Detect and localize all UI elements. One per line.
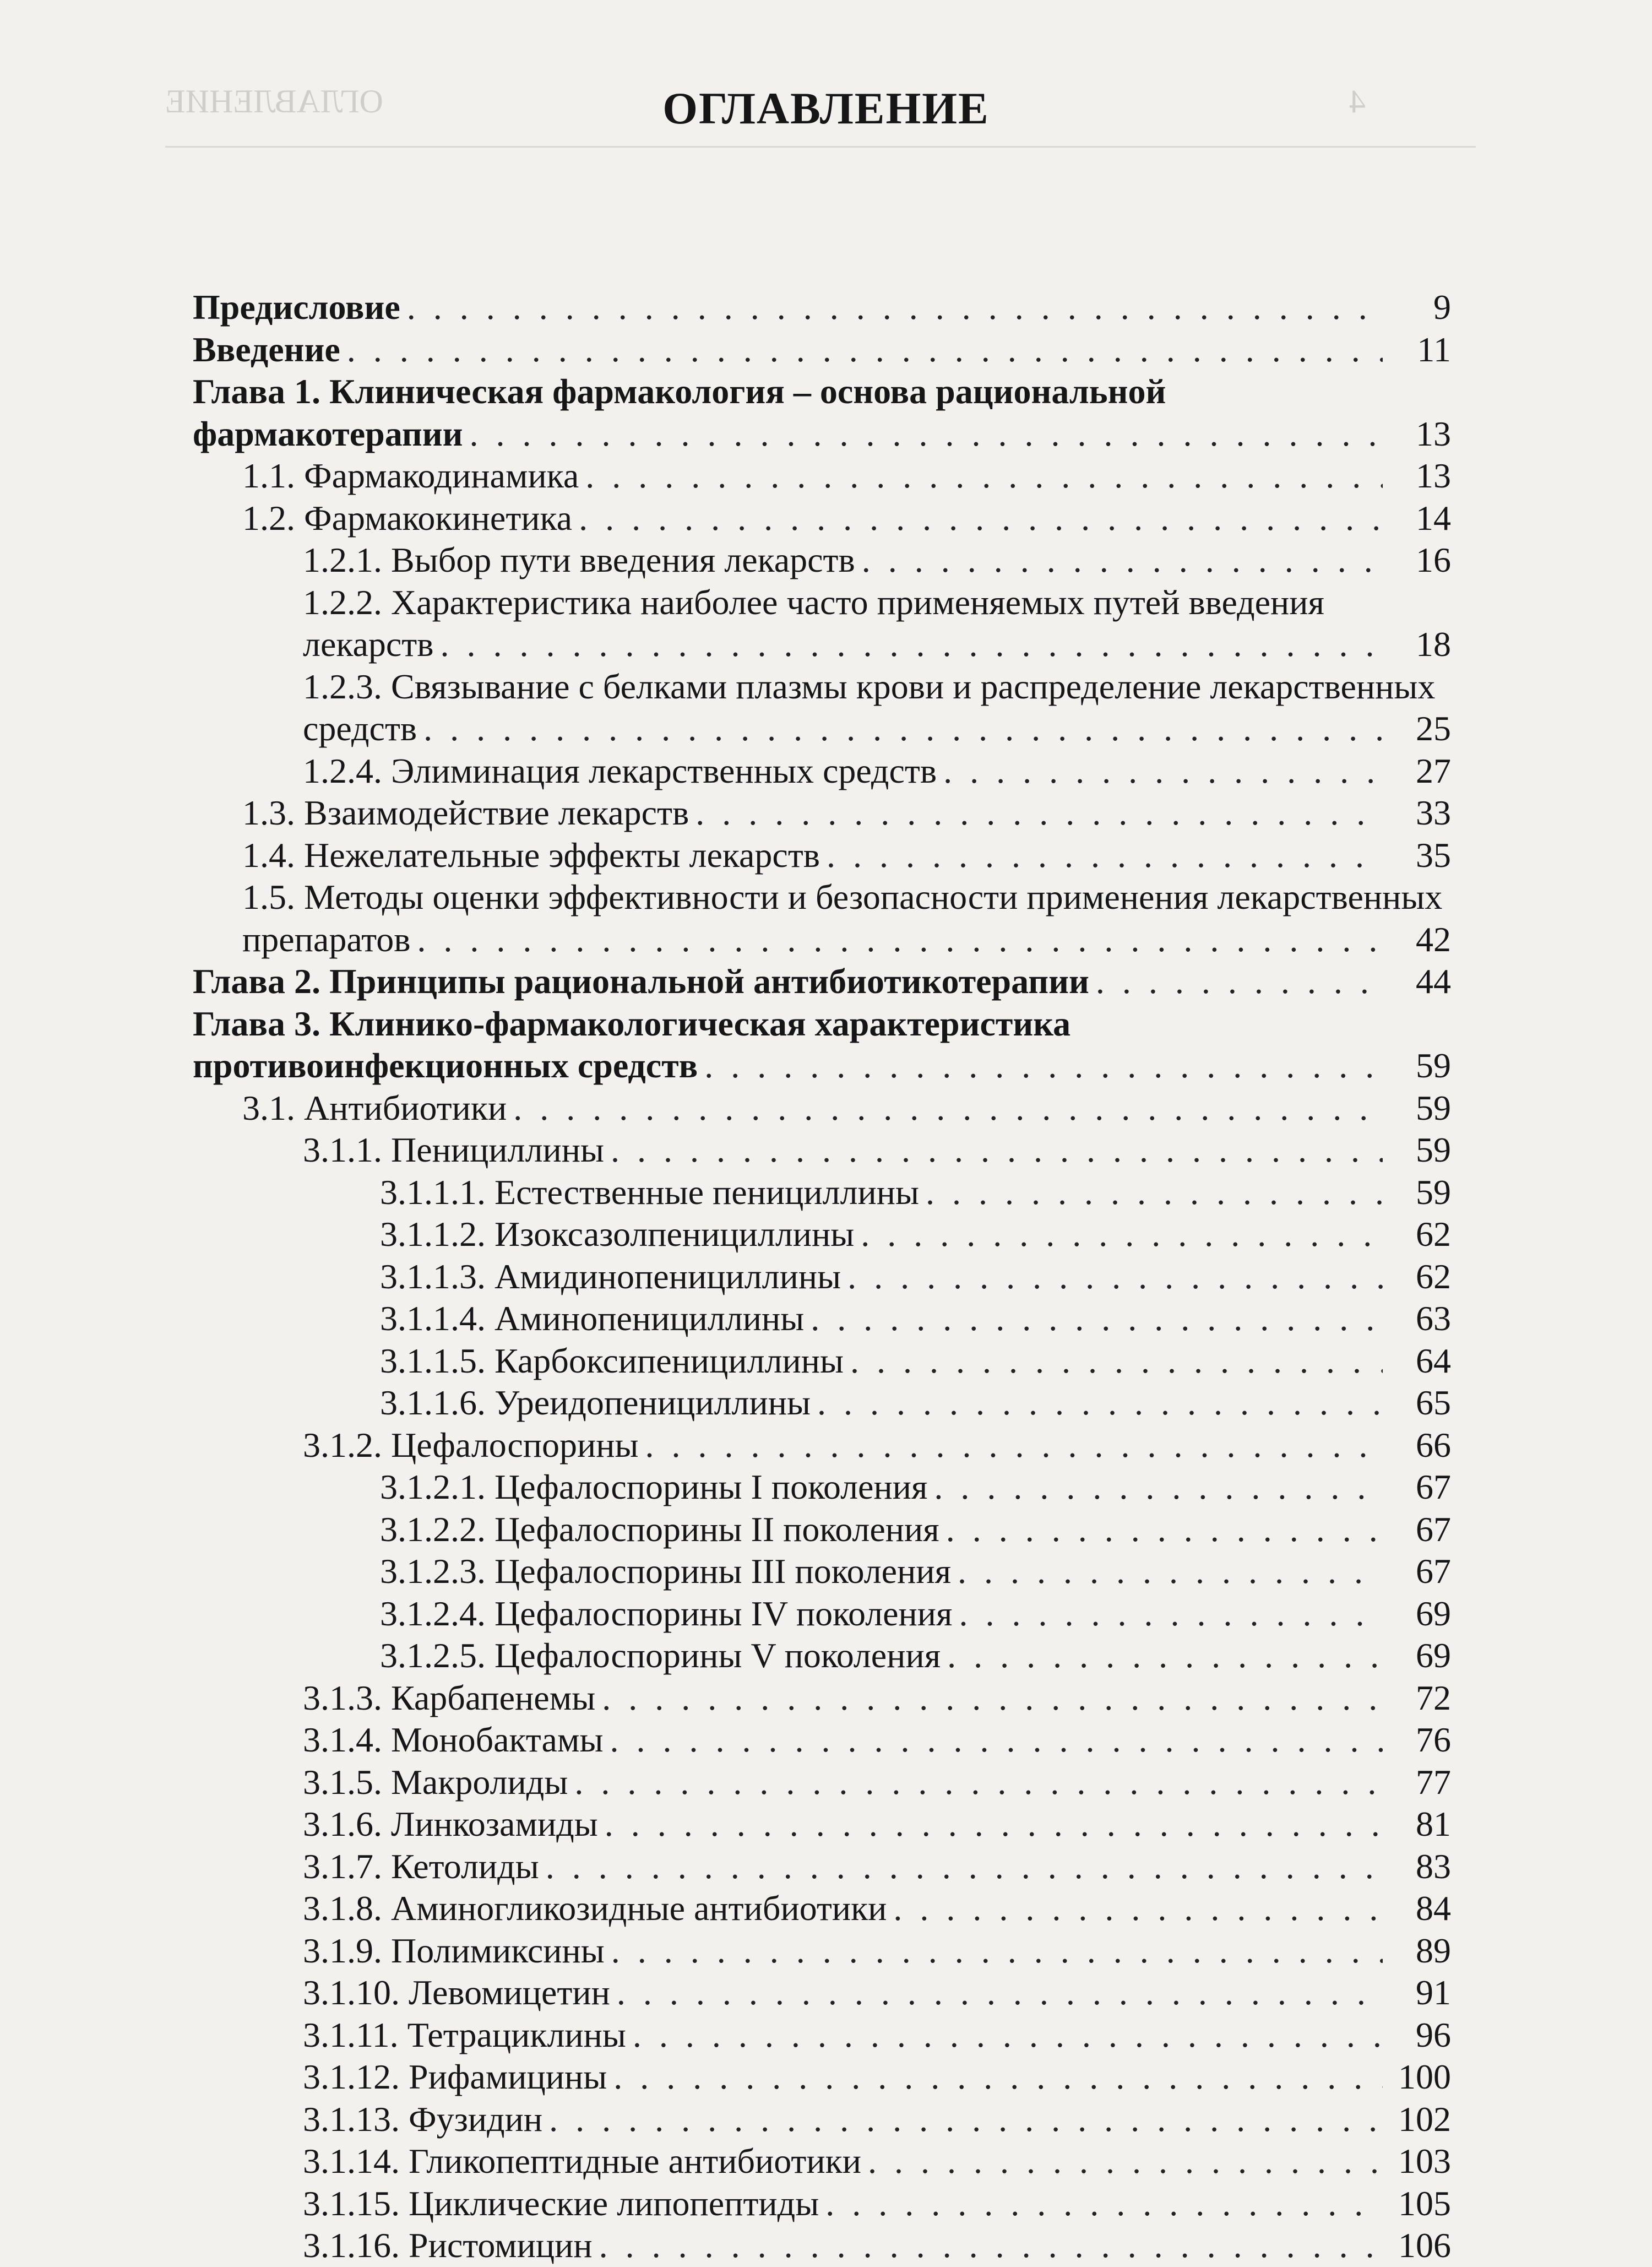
toc-entry-page: 59: [1416, 1046, 1451, 1085]
toc-entry-title: 3.1.1.2. Изоксазолпенициллины: [380, 1214, 855, 1254]
toc-entry-page: 9: [1433, 288, 1451, 327]
toc-entry-title: 3.1.1.5. Карбоксипенициллины: [380, 1341, 844, 1380]
toc-entry-title: 3.1.2.4. Цефалоспорины IV поколения: [380, 1593, 953, 1633]
leader-dots: [943, 750, 1383, 793]
table-of-contents: [193, 286, 1451, 2267]
toc-entry-title: 1.2.1. Выбор пути введения лекарств: [303, 540, 855, 579]
toc-entry-3-1-14[interactable]: [193, 2140, 1451, 2183]
leader-dots: [585, 455, 1383, 497]
toc-entry-3-1-7[interactable]: [193, 1846, 1451, 1888]
toc-entry-page: 62: [1416, 1256, 1451, 1296]
show-through-rule: [165, 146, 1476, 148]
toc-entry-title: 3.1.5. Макролиды: [303, 1762, 568, 1802]
toc-entry-title-cont: лекарств: [303, 625, 434, 664]
toc-entry-title: 3.1.7. Кетолиды: [303, 1846, 539, 1886]
toc-entry-title: 3.1.8. Аминогликозидные антибиотики: [303, 1889, 887, 1928]
toc-entry-title: 1.4. Нежелательные эффекты лекарств: [242, 835, 820, 875]
leader-dots: [469, 413, 1383, 455]
show-through-header-title: ОГЛАВЛЕНИЕ: [165, 83, 383, 120]
leader-dots: [611, 1930, 1383, 1972]
toc-entry-page: 81: [1416, 1804, 1451, 1843]
toc-entry-page: 103: [1398, 2141, 1451, 2181]
toc-entry-title: 1.2. Фармакокинетика: [242, 498, 573, 538]
toc-entry-page: 62: [1416, 1214, 1451, 1254]
toc-entry-page: 83: [1416, 1846, 1451, 1886]
toc-entry-title: Глава 1. Клиническая фармакология – основа рациональной: [193, 372, 1166, 411]
toc-entry-chapter-2[interactable]: [193, 961, 1451, 1003]
toc-entry-page: 76: [1416, 1720, 1451, 1759]
toc-entry-3-1-6[interactable]: [193, 1803, 1451, 1846]
toc-entry-page: 77: [1416, 1762, 1451, 1802]
leader-dots: [817, 1382, 1383, 1424]
toc-entry-page: 106: [1398, 2226, 1451, 2265]
toc-entry-3-1-1-6[interactable]: [193, 1382, 1451, 1424]
leader-dots: [611, 1129, 1383, 1172]
toc-entry-title: 3.1.3. Карбапенемы: [303, 1678, 596, 1717]
toc-entry-page: 69: [1416, 1593, 1451, 1633]
toc-entry-title: 1.1. Фармакодинамика: [242, 456, 579, 495]
leader-dots: [549, 2098, 1383, 2141]
toc-entry-page: 67: [1416, 1467, 1451, 1506]
toc-entry-title-cont: противоинфекционных средств: [193, 1046, 698, 1085]
toc-entry-page: 11: [1417, 329, 1451, 369]
leader-dots: [695, 792, 1383, 834]
leader-dots: [947, 1635, 1383, 1677]
leader-dots: [546, 1846, 1383, 1888]
toc-entry-page: 105: [1398, 2183, 1451, 2223]
toc-entry-title: 3.1.6. Линкозамиды: [303, 1804, 598, 1843]
leader-dots: [513, 1087, 1383, 1130]
leader-dots: [610, 1719, 1383, 1761]
toc-entry-title: 3.1. Антибиотики: [242, 1088, 507, 1127]
toc-entry-page: 35: [1416, 835, 1451, 875]
page-title: ОГЛАВЛЕНИЕ: [662, 83, 990, 133]
toc-entry-1-2-4[interactable]: [193, 750, 1451, 793]
leader-dots: [847, 1256, 1383, 1298]
toc-entry-3-1-13[interactable]: [193, 2098, 1451, 2141]
toc-entry-page: 13: [1416, 414, 1451, 453]
toc-entry-page: 25: [1416, 709, 1451, 748]
toc-entry-introduction[interactable]: [193, 329, 1451, 371]
toc-entry-title-cont: средств: [303, 709, 417, 748]
toc-entry-3-1-2-4[interactable]: [193, 1593, 1451, 1635]
leader-dots: [958, 1550, 1383, 1593]
toc-entry-title-cont: фармакотерапии: [193, 414, 463, 453]
toc-entry-title: Предисловие: [193, 288, 400, 327]
toc-entry-page: 27: [1416, 751, 1451, 790]
leader-dots: [934, 1466, 1383, 1509]
toc-entry-3-1-1-5[interactable]: [193, 1340, 1451, 1382]
toc-entry-3-1-5[interactable]: [193, 1761, 1451, 1804]
leader-dots: [633, 2014, 1383, 2057]
toc-entry-1-2-2[interactable]: [193, 582, 1451, 666]
toc-entry-chapter-1[interactable]: [193, 371, 1451, 455]
toc-entry-1-2-1[interactable]: [193, 539, 1451, 582]
toc-entry-page: 42: [1416, 919, 1451, 959]
leader-dots: [946, 1509, 1383, 1551]
toc-entry-1-5[interactable]: [193, 876, 1451, 961]
toc-entry-title: 1.5. Методы оценки эффективности и безопасности применения лекарственных: [242, 877, 1443, 916]
toc-entry-1-1[interactable]: [193, 455, 1451, 497]
leader-dots: [811, 1298, 1383, 1340]
toc-entry-3-1-16[interactable]: [193, 2225, 1451, 2267]
leader-dots: [574, 1761, 1383, 1804]
toc-entry-page: 67: [1416, 1552, 1451, 1591]
toc-entry-title: 3.1.10. Левомицетин: [303, 1973, 610, 2012]
toc-entry-3-1-1[interactable]: [193, 1129, 1451, 1172]
toc-entry-3-1-2-2[interactable]: [193, 1509, 1451, 1551]
leader-dots: [825, 2183, 1383, 2225]
toc-entry-3-1-9[interactable]: [193, 1930, 1451, 1972]
toc-entry-3-1-11[interactable]: [193, 2014, 1451, 2057]
toc-entry-title: 3.1.11. Тетрациклины: [303, 2015, 626, 2054]
toc-entry-title: 3.1.1.1. Естественные пенициллины: [380, 1172, 920, 1212]
toc-entry-page: 18: [1416, 625, 1451, 664]
toc-entry-3-1[interactable]: [193, 1087, 1451, 1130]
toc-entry-page: 72: [1416, 1678, 1451, 1717]
toc-entry-3-1-8[interactable]: [193, 1888, 1451, 1930]
toc-entry-title: 1.2.3. Связывание с белками плазмы крови и распределение лекарственных: [303, 666, 1436, 706]
leader-dots: [613, 2056, 1383, 2098]
toc-entry-preface[interactable]: [193, 286, 1451, 329]
toc-entry-3-1-2[interactable]: [193, 1424, 1451, 1467]
toc-entry-title: 1.2.4. Элиминация лекарственных средств: [303, 751, 937, 790]
leader-dots: [926, 1172, 1383, 1214]
toc-entry-3-1-2-3[interactable]: [193, 1550, 1451, 1593]
leader-dots: [417, 919, 1383, 961]
toc-entry-title: 3.1.2. Цефалоспорины: [303, 1425, 639, 1465]
toc-entry-3-1-2-1[interactable]: [193, 1466, 1451, 1509]
leader-dots: [645, 1424, 1383, 1467]
toc-entry-title: 3.1.15. Циклические липопептиды: [303, 2183, 819, 2223]
leader-dots: [440, 623, 1383, 666]
toc-entry-3-1-2-5[interactable]: [193, 1635, 1451, 1677]
leader-dots: [407, 286, 1383, 329]
toc-entry-title: 3.1.16. Ристомицин: [303, 2226, 593, 2265]
toc-entry-title: Введение: [193, 329, 340, 369]
toc-entry-title: 3.1.12. Рифамицины: [303, 2057, 607, 2096]
toc-entry-title: Глава 2. Принципы рациональной антибиотикотерапии: [193, 962, 1089, 1001]
toc-entry-title: 3.1.4. Монобактамы: [303, 1720, 604, 1759]
toc-entry-page: 64: [1416, 1341, 1451, 1380]
toc-entry-page: 96: [1416, 2015, 1451, 2054]
toc-entry-page: 100: [1398, 2057, 1451, 2096]
toc-entry-page: 59: [1416, 1130, 1451, 1169]
toc-entry-1-2[interactable]: [193, 497, 1451, 540]
toc-entry-title: 3.1.1.6. Уреидопенициллины: [380, 1383, 811, 1422]
toc-entry-page: 59: [1416, 1172, 1451, 1212]
toc-entry-page: 91: [1416, 1973, 1451, 2012]
toc-entry-page: 63: [1416, 1299, 1451, 1338]
leader-dots: [893, 1888, 1383, 1930]
toc-entry-3-1-10[interactable]: [193, 1972, 1451, 2014]
toc-entry-page: 67: [1416, 1509, 1451, 1549]
toc-entry-title: 3.1.1.4. Аминопенициллины: [380, 1299, 805, 1338]
toc-entry-page: 65: [1416, 1383, 1451, 1422]
toc-entry-3-1-15[interactable]: [193, 2183, 1451, 2225]
toc-entry-page: 66: [1416, 1425, 1451, 1465]
leader-dots: [850, 1340, 1383, 1382]
leader-dots: [602, 1677, 1383, 1720]
toc-entry-3-1-4[interactable]: [193, 1719, 1451, 1761]
leader-dots: [1096, 961, 1383, 1003]
toc-entry-page: 84: [1416, 1889, 1451, 1928]
toc-entry-title: 3.1.14. Гликопептидные антибиотики: [303, 2141, 861, 2181]
toc-entry-page: 44: [1416, 962, 1451, 1001]
toc-entry-3-1-1-2[interactable]: [193, 1213, 1451, 1256]
toc-entry-page: 14: [1416, 498, 1451, 538]
toc-entry-title-cont: препаратов: [242, 919, 411, 959]
toc-entry-title: 3.1.2.5. Цефалоспорины V поколения: [380, 1636, 941, 1675]
toc-entry-title: 3.1.1. Пенициллины: [303, 1130, 604, 1169]
toc-entry-1-4[interactable]: [193, 834, 1451, 877]
show-through-header: 4: [1349, 83, 1366, 120]
leader-dots: [599, 2225, 1383, 2267]
leader-dots: [579, 497, 1383, 540]
toc-entry-page: 59: [1416, 1088, 1451, 1127]
toc-entry-3-1-1-3[interactable]: [193, 1256, 1451, 1298]
toc-entry-chapter-3[interactable]: [193, 1003, 1451, 1087]
toc-entry-page: 33: [1416, 793, 1451, 832]
leader-dots: [423, 708, 1383, 750]
leader-dots: [862, 539, 1383, 582]
leader-dots: [605, 1803, 1383, 1846]
toc-entry-3-1-12[interactable]: [193, 2056, 1451, 2098]
toc-entry-title: 3.1.2.1. Цефалоспорины I поколения: [380, 1467, 928, 1506]
toc-entry-3-1-3[interactable]: [193, 1677, 1451, 1720]
leader-dots: [347, 329, 1383, 371]
toc-entry-3-1-1-4[interactable]: [193, 1298, 1451, 1340]
toc-entry-page: 16: [1416, 540, 1451, 579]
toc-entry-title: 3.1.2.2. Цефалоспорины II поколения: [380, 1509, 939, 1549]
leader-dots: [827, 834, 1383, 877]
toc-entry-page: 69: [1416, 1636, 1451, 1675]
toc-entry-page: 13: [1416, 456, 1451, 495]
toc-entry-title: 1.2.2. Характеристика наиболее часто применяемых путей введения: [303, 582, 1324, 622]
toc-entry-title: 3.1.2.3. Цефалоспорины III поколения: [380, 1552, 951, 1591]
toc-entry-1-2-3[interactable]: [193, 666, 1451, 750]
leader-dots: [704, 1045, 1383, 1087]
toc-entry-3-1-1-1[interactable]: [193, 1172, 1451, 1214]
leader-dots: [959, 1593, 1383, 1635]
leader-dots: [861, 1213, 1383, 1256]
leader-dots: [868, 2140, 1383, 2183]
toc-entry-title: 3.1.13. Фузидин: [303, 2099, 543, 2139]
toc-entry-title: 3.1.9. Полимиксины: [303, 1930, 605, 1970]
toc-entry-1-3[interactable]: [193, 792, 1451, 834]
toc-entry-title: 1.3. Взаимодействие лекарств: [242, 793, 689, 832]
toc-entry-page: 102: [1398, 2099, 1451, 2139]
toc-entry-page: 89: [1416, 1930, 1451, 1970]
leader-dots: [617, 1972, 1383, 2014]
toc-entry-title: 3.1.1.3. Амидинопенициллины: [380, 1256, 841, 1296]
toc-entry-title: Глава 3. Клинико-фармакологическая характеристика: [193, 1004, 1071, 1043]
